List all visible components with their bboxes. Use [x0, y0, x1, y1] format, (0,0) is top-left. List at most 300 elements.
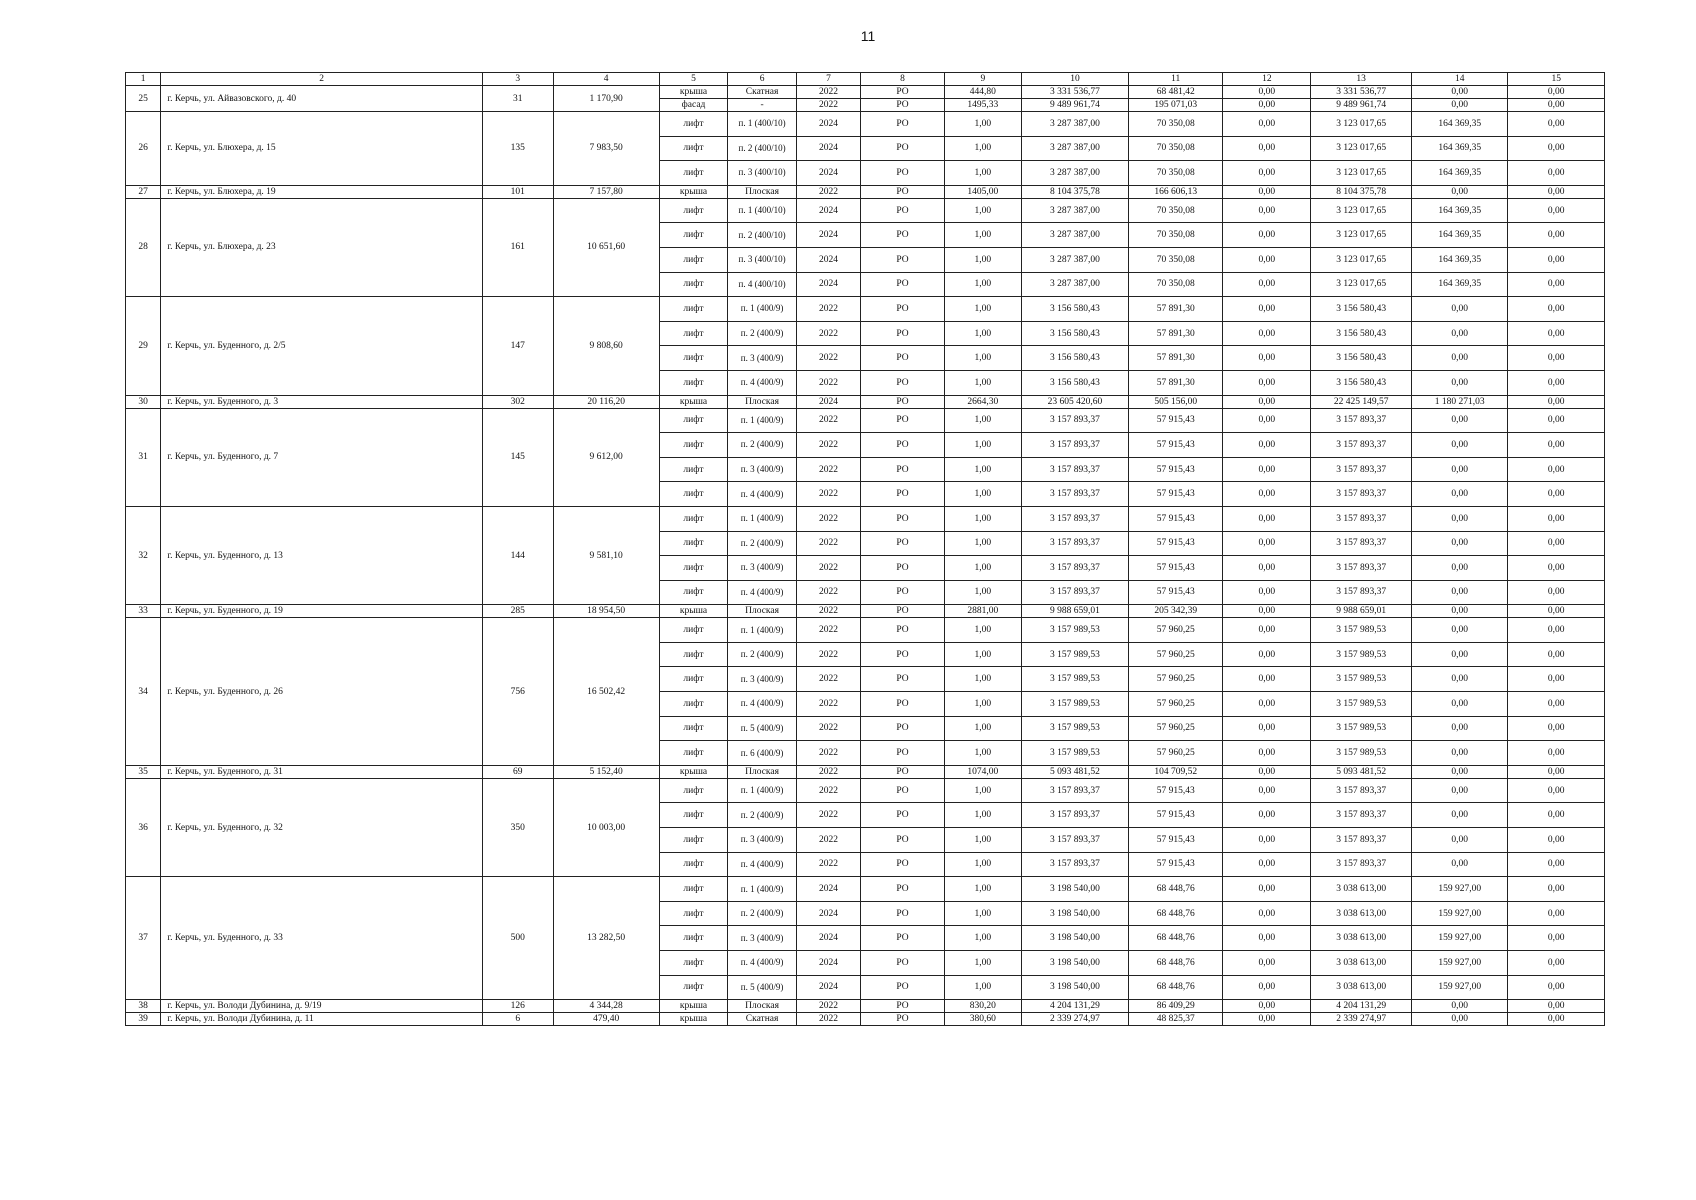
fund-fed: 0,00 — [1223, 531, 1311, 556]
fund-owners: 0,00 — [1508, 370, 1605, 395]
fund-regional: 3 157 989,53 — [1311, 741, 1412, 766]
work-type: лифт — [659, 408, 728, 433]
fund-regional: 3 157 893,37 — [1311, 482, 1412, 507]
fund-owners: 0,00 — [1508, 828, 1605, 853]
fund-fed: 0,00 — [1223, 642, 1311, 667]
table-row — [126, 605, 1605, 618]
year: 2024 — [796, 161, 860, 186]
volume: 1,00 — [944, 272, 1021, 297]
fund-owners: 0,00 — [1508, 198, 1605, 223]
cost-per-unit: 68 481,42 — [1129, 86, 1223, 99]
fund-owners: 0,00 — [1508, 716, 1605, 741]
year: 2024 — [796, 901, 860, 926]
work-type: крыша — [659, 1013, 728, 1026]
work-subtype: п. 3 (400/10) — [728, 161, 797, 186]
year: 2022 — [796, 852, 860, 877]
volume: 1,00 — [944, 926, 1021, 951]
fund-local: 0,00 — [1412, 86, 1508, 99]
funding-source: РО — [861, 247, 945, 272]
volume: 1,00 — [944, 741, 1021, 766]
work-subtype: п. 3 (400/9) — [728, 556, 797, 581]
fund-owners: 0,00 — [1508, 605, 1605, 618]
work-type: лифт — [659, 531, 728, 556]
fund-regional: 3 157 989,53 — [1311, 667, 1412, 692]
fund-fed: 0,00 — [1223, 605, 1311, 618]
apartments-count: 144 — [482, 506, 553, 604]
cost-per-unit: 57 915,43 — [1129, 531, 1223, 556]
fund-local: 0,00 — [1412, 580, 1508, 605]
total-cost: 3 198 540,00 — [1021, 901, 1128, 926]
row-number: 37 — [126, 877, 161, 1000]
work-subtype: п. 2 (400/9) — [728, 642, 797, 667]
work-type: лифт — [659, 457, 728, 482]
work-type: лифт — [659, 136, 728, 161]
volume: 1,00 — [944, 223, 1021, 248]
total-cost: 3 156 580,43 — [1021, 370, 1128, 395]
total-cost: 3 157 893,37 — [1021, 852, 1128, 877]
fund-local: 164 369,35 — [1412, 136, 1508, 161]
cost-per-unit: 68 448,76 — [1129, 975, 1223, 1000]
work-subtype: п. 1 (400/10) — [728, 198, 797, 223]
work-subtype: п. 2 (400/9) — [728, 531, 797, 556]
address: г. Керчь, ул. Буденного, д. 3 — [161, 395, 483, 408]
volume: 1,00 — [944, 112, 1021, 137]
fund-owners: 0,00 — [1508, 852, 1605, 877]
year: 2024 — [796, 247, 860, 272]
work-type: лифт — [659, 272, 728, 297]
work-type: лифт — [659, 877, 728, 902]
year: 2022 — [796, 692, 860, 717]
funding-source: РО — [861, 741, 945, 766]
fund-owners: 0,00 — [1508, 531, 1605, 556]
fund-owners: 0,00 — [1508, 346, 1605, 371]
total-cost: 3 157 893,37 — [1021, 803, 1128, 828]
work-subtype: п. 3 (400/9) — [728, 346, 797, 371]
cost-per-unit: 57 960,25 — [1129, 692, 1223, 717]
fund-owners: 0,00 — [1508, 692, 1605, 717]
fund-regional: 3 038 613,00 — [1311, 975, 1412, 1000]
volume: 1,00 — [944, 642, 1021, 667]
volume: 1,00 — [944, 951, 1021, 976]
total-area: 9 808,60 — [553, 297, 659, 395]
volume: 1,00 — [944, 828, 1021, 853]
total-area: 18 954,50 — [553, 605, 659, 618]
fund-regional: 2 339 274,97 — [1311, 1013, 1412, 1026]
year: 2022 — [796, 605, 860, 618]
volume: 1,00 — [944, 506, 1021, 531]
volume: 1,00 — [944, 408, 1021, 433]
fund-regional: 3 123 017,65 — [1311, 223, 1412, 248]
work-subtype: - — [728, 99, 797, 112]
fund-local: 0,00 — [1412, 852, 1508, 877]
fund-local: 0,00 — [1412, 1013, 1508, 1026]
work-subtype: п. 2 (400/9) — [728, 901, 797, 926]
apartments-count: 500 — [482, 877, 553, 1000]
cost-per-unit: 86 409,29 — [1129, 1000, 1223, 1013]
total-cost: 3 157 893,37 — [1021, 556, 1128, 581]
fund-regional: 3 123 017,65 — [1311, 136, 1412, 161]
fund-owners: 0,00 — [1508, 433, 1605, 458]
apartments-count: 161 — [482, 198, 553, 296]
total-cost: 3 157 989,53 — [1021, 667, 1128, 692]
apartments-count: 756 — [482, 618, 553, 766]
address: г. Керчь, ул. Буденного, д. 33 — [161, 877, 483, 1000]
year: 2024 — [796, 926, 860, 951]
funding-source: РО — [861, 605, 945, 618]
work-subtype: п. 4 (400/10) — [728, 272, 797, 297]
row-number: 35 — [126, 765, 161, 778]
fund-local: 0,00 — [1412, 321, 1508, 346]
fund-local: 164 369,35 — [1412, 272, 1508, 297]
work-type: лифт — [659, 112, 728, 137]
total-cost: 9 988 659,01 — [1021, 605, 1128, 618]
work-type: фасад — [659, 99, 728, 112]
table-row — [126, 86, 1605, 99]
work-type: лифт — [659, 297, 728, 322]
fund-regional: 3 157 893,37 — [1311, 556, 1412, 581]
fund-fed: 0,00 — [1223, 975, 1311, 1000]
cost-per-unit: 57 960,25 — [1129, 741, 1223, 766]
year: 2024 — [796, 198, 860, 223]
work-subtype: п. 1 (400/9) — [728, 506, 797, 531]
funding-source: РО — [861, 346, 945, 371]
work-type: лифт — [659, 161, 728, 186]
work-subtype: п. 3 (400/9) — [728, 667, 797, 692]
col-header: 4 — [553, 73, 659, 86]
volume: 1405,00 — [944, 185, 1021, 198]
row-number: 31 — [126, 408, 161, 506]
volume: 1,00 — [944, 370, 1021, 395]
work-type: лифт — [659, 667, 728, 692]
funding-source: РО — [861, 408, 945, 433]
work-subtype: п. 4 (400/9) — [728, 692, 797, 717]
cost-per-unit: 68 448,76 — [1129, 926, 1223, 951]
volume: 1,00 — [944, 321, 1021, 346]
work-type: крыша — [659, 1000, 728, 1013]
cost-per-unit: 57 915,43 — [1129, 828, 1223, 853]
work-subtype: п. 6 (400/9) — [728, 741, 797, 766]
year: 2022 — [796, 716, 860, 741]
fund-local: 0,00 — [1412, 346, 1508, 371]
volume: 1,00 — [944, 618, 1021, 643]
fund-fed: 0,00 — [1223, 778, 1311, 803]
year: 2024 — [796, 223, 860, 248]
fund-fed: 0,00 — [1223, 321, 1311, 346]
row-number: 39 — [126, 1013, 161, 1026]
work-type: лифт — [659, 716, 728, 741]
funding-source: РО — [861, 642, 945, 667]
fund-owners: 0,00 — [1508, 642, 1605, 667]
work-type: лифт — [659, 618, 728, 643]
fund-local: 159 927,00 — [1412, 877, 1508, 902]
row-number: 33 — [126, 605, 161, 618]
year: 2024 — [796, 951, 860, 976]
total-area: 7 983,50 — [553, 112, 659, 186]
total-cost: 3 157 989,53 — [1021, 716, 1128, 741]
table-row — [126, 408, 1605, 433]
work-type: лифт — [659, 580, 728, 605]
volume: 1,00 — [944, 247, 1021, 272]
apartments-count: 302 — [482, 395, 553, 408]
total-area: 10 003,00 — [553, 778, 659, 876]
fund-regional: 3 123 017,65 — [1311, 161, 1412, 186]
work-type: крыша — [659, 605, 728, 618]
work-subtype: п. 5 (400/9) — [728, 975, 797, 1000]
funding-source: РО — [861, 618, 945, 643]
fund-local: 0,00 — [1412, 531, 1508, 556]
volume: 1,00 — [944, 482, 1021, 507]
fund-fed: 0,00 — [1223, 556, 1311, 581]
work-type: лифт — [659, 556, 728, 581]
row-number: 34 — [126, 618, 161, 766]
year: 2024 — [796, 272, 860, 297]
address: г. Керчь, ул. Блюхера, д. 23 — [161, 198, 483, 296]
total-cost: 3 157 893,37 — [1021, 506, 1128, 531]
work-type: лифт — [659, 926, 728, 951]
work-subtype: Плоская — [728, 185, 797, 198]
work-subtype: п. 4 (400/9) — [728, 852, 797, 877]
volume: 1,00 — [944, 975, 1021, 1000]
fund-regional: 3 157 893,37 — [1311, 828, 1412, 853]
funding-source: РО — [861, 692, 945, 717]
total-cost: 2 339 274,97 — [1021, 1013, 1128, 1026]
funding-source: РО — [861, 1013, 945, 1026]
col-header: 9 — [944, 73, 1021, 86]
volume: 1,00 — [944, 161, 1021, 186]
total-cost: 3 157 989,53 — [1021, 692, 1128, 717]
work-type: лифт — [659, 482, 728, 507]
volume: 2664,30 — [944, 395, 1021, 408]
fund-fed: 0,00 — [1223, 457, 1311, 482]
fund-local: 159 927,00 — [1412, 926, 1508, 951]
work-subtype: п. 3 (400/9) — [728, 926, 797, 951]
fund-owners: 0,00 — [1508, 951, 1605, 976]
fund-owners: 0,00 — [1508, 506, 1605, 531]
funding-source: РО — [861, 112, 945, 137]
table-row — [126, 778, 1605, 803]
year: 2024 — [796, 975, 860, 1000]
fund-fed: 0,00 — [1223, 1000, 1311, 1013]
fund-local: 0,00 — [1412, 765, 1508, 778]
volume: 1,00 — [944, 778, 1021, 803]
funding-source: РО — [861, 99, 945, 112]
year: 2022 — [796, 1000, 860, 1013]
total-cost: 3 287 387,00 — [1021, 272, 1128, 297]
cost-per-unit: 48 825,37 — [1129, 1013, 1223, 1026]
volume: 1,00 — [944, 803, 1021, 828]
fund-regional: 3 038 613,00 — [1311, 951, 1412, 976]
volume: 1,00 — [944, 136, 1021, 161]
table-row — [126, 877, 1605, 902]
cost-per-unit: 57 960,25 — [1129, 618, 1223, 643]
fund-owners: 0,00 — [1508, 580, 1605, 605]
row-number: 38 — [126, 1000, 161, 1013]
work-type: лифт — [659, 901, 728, 926]
year: 2022 — [796, 433, 860, 458]
fund-fed: 0,00 — [1223, 247, 1311, 272]
fund-owners: 0,00 — [1508, 1000, 1605, 1013]
cost-per-unit: 57 915,43 — [1129, 506, 1223, 531]
year: 2022 — [796, 86, 860, 99]
apartments-count: 31 — [482, 86, 553, 112]
work-subtype: Скатная — [728, 1013, 797, 1026]
work-type: лифт — [659, 346, 728, 371]
address: г. Керчь, ул. Айвазовского, д. 40 — [161, 86, 483, 112]
fund-local: 0,00 — [1412, 1000, 1508, 1013]
cost-per-unit: 68 448,76 — [1129, 877, 1223, 902]
fund-regional: 3 038 613,00 — [1311, 877, 1412, 902]
cost-per-unit: 205 342,39 — [1129, 605, 1223, 618]
fund-fed: 0,00 — [1223, 99, 1311, 112]
total-cost: 3 157 893,37 — [1021, 408, 1128, 433]
work-type: лифт — [659, 741, 728, 766]
total-cost: 3 287 387,00 — [1021, 112, 1128, 137]
fund-local: 0,00 — [1412, 741, 1508, 766]
fund-owners: 0,00 — [1508, 778, 1605, 803]
fund-fed: 0,00 — [1223, 580, 1311, 605]
fund-fed: 0,00 — [1223, 852, 1311, 877]
total-area: 13 282,50 — [553, 877, 659, 1000]
fund-regional: 3 123 017,65 — [1311, 112, 1412, 137]
fund-fed: 0,00 — [1223, 346, 1311, 371]
funding-source: РО — [861, 185, 945, 198]
volume: 1,00 — [944, 692, 1021, 717]
total-cost: 3 287 387,00 — [1021, 136, 1128, 161]
column-number-row — [126, 73, 1605, 86]
fund-regional: 3 156 580,43 — [1311, 297, 1412, 322]
work-subtype: п. 1 (400/10) — [728, 112, 797, 137]
fund-owners: 0,00 — [1508, 408, 1605, 433]
total-cost: 3 157 989,53 — [1021, 741, 1128, 766]
apartments-count: 145 — [482, 408, 553, 506]
fund-owners: 0,00 — [1508, 803, 1605, 828]
year: 2022 — [796, 346, 860, 371]
year: 2022 — [796, 408, 860, 433]
year: 2022 — [796, 556, 860, 581]
fund-regional: 8 104 375,78 — [1311, 185, 1412, 198]
cost-per-unit: 195 071,03 — [1129, 99, 1223, 112]
apartments-count: 69 — [482, 765, 553, 778]
volume: 1495,33 — [944, 99, 1021, 112]
address: г. Керчь, ул. Буденного, д. 2/5 — [161, 297, 483, 395]
funding-source: РО — [861, 1000, 945, 1013]
fund-owners: 0,00 — [1508, 297, 1605, 322]
fund-owners: 0,00 — [1508, 556, 1605, 581]
fund-owners: 0,00 — [1508, 741, 1605, 766]
address: г. Керчь, ул. Буденного, д. 19 — [161, 605, 483, 618]
fund-regional: 3 157 893,37 — [1311, 433, 1412, 458]
cost-per-unit: 57 960,25 — [1129, 667, 1223, 692]
total-cost: 5 093 481,52 — [1021, 765, 1128, 778]
fund-regional: 3 038 613,00 — [1311, 926, 1412, 951]
cost-per-unit: 70 350,08 — [1129, 136, 1223, 161]
funding-source: РО — [861, 975, 945, 1000]
address: г. Керчь, ул. Буденного, д. 26 — [161, 618, 483, 766]
funding-source: РО — [861, 951, 945, 976]
fund-fed: 0,00 — [1223, 198, 1311, 223]
fund-owners: 0,00 — [1508, 926, 1605, 951]
address: г. Керчь, ул. Володи Дубинина, д. 11 — [161, 1013, 483, 1026]
total-area: 1 170,90 — [553, 86, 659, 112]
funding-source: РО — [861, 506, 945, 531]
fund-local: 164 369,35 — [1412, 112, 1508, 137]
volume: 1,00 — [944, 852, 1021, 877]
cost-per-unit: 505 156,00 — [1129, 395, 1223, 408]
cost-per-unit: 57 960,25 — [1129, 642, 1223, 667]
volume: 1,00 — [944, 433, 1021, 458]
total-area: 7 157,80 — [553, 185, 659, 198]
volume: 2881,00 — [944, 605, 1021, 618]
work-subtype: п. 2 (400/10) — [728, 136, 797, 161]
apartments-count: 285 — [482, 605, 553, 618]
fund-regional: 5 093 481,52 — [1311, 765, 1412, 778]
col-header: 5 — [659, 73, 728, 86]
fund-regional: 3 156 580,43 — [1311, 346, 1412, 371]
cost-per-unit: 68 448,76 — [1129, 901, 1223, 926]
total-cost: 3 157 893,37 — [1021, 531, 1128, 556]
year: 2022 — [796, 765, 860, 778]
table-row — [126, 506, 1605, 531]
fund-fed: 0,00 — [1223, 901, 1311, 926]
volume: 1,00 — [944, 297, 1021, 322]
cost-per-unit: 70 350,08 — [1129, 161, 1223, 186]
total-area: 479,40 — [553, 1013, 659, 1026]
work-subtype: п. 2 (400/10) — [728, 223, 797, 248]
fund-owners: 0,00 — [1508, 185, 1605, 198]
fund-regional: 3 157 893,37 — [1311, 778, 1412, 803]
work-subtype: п. 2 (400/9) — [728, 803, 797, 828]
work-subtype: п. 4 (400/9) — [728, 370, 797, 395]
funding-source: РО — [861, 321, 945, 346]
fund-fed: 0,00 — [1223, 828, 1311, 853]
total-cost: 3 198 540,00 — [1021, 877, 1128, 902]
total-cost: 3 157 893,37 — [1021, 433, 1128, 458]
year: 2022 — [796, 618, 860, 643]
work-subtype: п. 2 (400/9) — [728, 321, 797, 346]
table-row — [126, 112, 1605, 137]
apartments-count: 101 — [482, 185, 553, 198]
fund-fed: 0,00 — [1223, 692, 1311, 717]
cost-per-unit: 57 915,43 — [1129, 408, 1223, 433]
cost-per-unit: 57 915,43 — [1129, 852, 1223, 877]
apartments-count: 147 — [482, 297, 553, 395]
row-number: 29 — [126, 297, 161, 395]
year: 2024 — [796, 112, 860, 137]
fund-fed: 0,00 — [1223, 716, 1311, 741]
total-cost: 3 157 893,37 — [1021, 580, 1128, 605]
col-header: 1 — [126, 73, 161, 86]
year: 2022 — [796, 370, 860, 395]
work-type: крыша — [659, 185, 728, 198]
funding-source: РО — [861, 161, 945, 186]
fund-owners: 0,00 — [1508, 86, 1605, 99]
cost-per-unit: 70 350,08 — [1129, 272, 1223, 297]
work-subtype: Скатная — [728, 86, 797, 99]
work-subtype: Плоская — [728, 1000, 797, 1013]
fund-owners: 0,00 — [1508, 765, 1605, 778]
fund-regional: 9 988 659,01 — [1311, 605, 1412, 618]
funding-source: РО — [861, 828, 945, 853]
total-cost: 3 287 387,00 — [1021, 223, 1128, 248]
address: г. Керчь, ул. Володи Дубинина, д. 9/19 — [161, 1000, 483, 1013]
fund-fed: 0,00 — [1223, 667, 1311, 692]
row-number: 27 — [126, 185, 161, 198]
fund-local: 0,00 — [1412, 457, 1508, 482]
cost-per-unit: 70 350,08 — [1129, 247, 1223, 272]
fund-local: 0,00 — [1412, 605, 1508, 618]
table-row — [126, 185, 1605, 198]
volume: 1,00 — [944, 346, 1021, 371]
